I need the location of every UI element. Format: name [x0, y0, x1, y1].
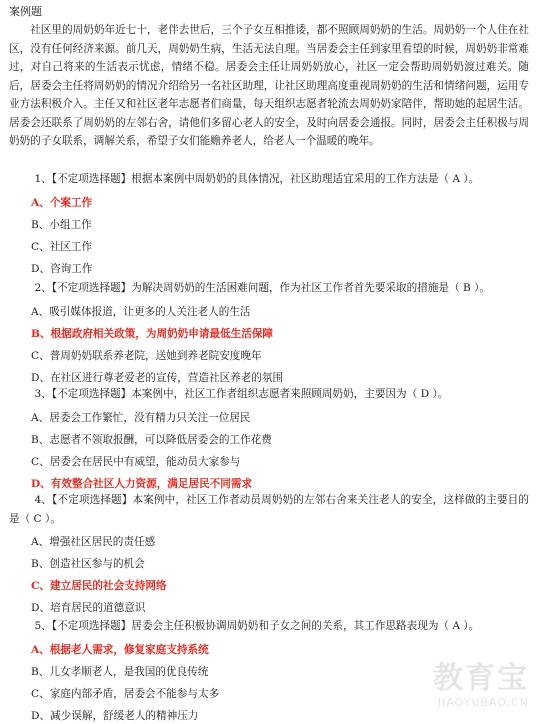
question-stem: 2、【不定项选择题】为解决周奶奶的生活困难问题，作为社区工作者首先要采取的措施是（ B ）。 [34, 282, 491, 294]
watermark-logo [399, 662, 529, 714]
option-a-correct: A、个案工作 [31, 196, 93, 209]
question-2 [9, 279, 529, 386]
section-heading: 案例题 [9, 5, 42, 18]
option-b-correct: B、根据政府相关政策，为周奶奶申请最低生活保障 [31, 327, 274, 340]
option-b: B、创造社区参与的机会 [31, 558, 145, 570]
question-3 [9, 385, 529, 492]
question-stem: 5、【不定项选择题】居委会主任积极协调周奶奶和子女之间的关系，其工作思路表现为（ A ）。 [34, 620, 480, 632]
option-c: C、居委会在居民中有威望，能动员大家参与 [31, 455, 241, 468]
option-b: B、儿女孝顺老人，是我国的优良传统 [31, 665, 209, 678]
option-d: D、培育居民的道德意识 [31, 602, 146, 614]
question-stem: 1、【不定项选择题】根据本案例中周奶奶的具体情况，社区助理适宜采用的工作方法是（ A ）。 [34, 173, 480, 185]
option-a: A、增强社区居民的责任感 [31, 536, 156, 548]
option-d: D、在社区进行尊老爱老的宣传，营造社区养老的氛围 [31, 371, 284, 384]
option-c: C、社区工作 [31, 240, 93, 253]
option-c: C、普周奶奶联系养老院，送她到养老院安度晚年 [31, 349, 262, 362]
watermark-en: JIAOYUBAO.CN [437, 696, 529, 709]
watermark-cn: 教育宝 [433, 661, 529, 696]
question-1 [9, 170, 529, 277]
option-c: C、家庭内部矛盾，居委会不能参与太多 [31, 687, 220, 700]
option-c-correct: C、建立居民的社会支持网络 [31, 580, 167, 592]
question-4 [9, 491, 529, 616]
option-d: D、减少误解，舒缓老人的精神压力 [31, 709, 199, 722]
option-a: A、居委会工作繁忙，没有精力只关注一位居民 [31, 411, 251, 424]
option-b: B、小组工作 [31, 218, 92, 231]
question-stem: 3、【不定项选择题】本案例中，社区工作者组织志愿者来照顾周奶奶，主要因为（ D ）。 [34, 388, 449, 400]
option-b: B、志愿者不领取报酬，可以降低居委会的工作花费 [31, 433, 272, 446]
case-description: 社区里的周奶奶年近七十，老伴去世后，三个子女互相推诿，都不照顾周奶奶的生活。周奶奶一个人住在社区，没有任何经济来源。前几天，周奶奶生病，生活无法自理。当居委会主任到家里看望的时候，周奶奶非常难过，对自己将来的生活表示忧虑，情绪不稳。居委会主任让周奶奶放心，社区一定会帮助周奶奶渡过难关。随后，居委会主任将周奶奶的情况介绍给另一名社区助理，让社区助理高度重视周奶奶的生活和情绪问题，运用专业方法积极介入。主任又和社区老年志愿者们商量，每天组织志愿者轮流去周奶奶家陪伴，帮助她的起居生活。居委会还联系了周奶奶的左邻右舍，请他们多留心老人的安全，及时向居委会通报。同时，居委会主任积极与周奶奶的子女联系，调解关系，希望子女们能赡养老人，给老人一个温暖的晚年。 [9, 24, 529, 147]
option-a: A、吸引媒体报道，让更多的人关注老人的生活 [31, 305, 251, 318]
question-stem: 4、【不定项选择题】本案例中，社区工作者动员周奶奶的左邻右舍来关注老人的安全，这样做的主要目的是（ C ）。 [9, 494, 529, 525]
option-d-correct: D、有效整合社区人力资源，满足居民不同需求 [31, 477, 253, 490]
option-a-correct: A、根据老人需求，修复家庭支持系统 [31, 643, 209, 656]
option-d: D、咨询工作 [31, 262, 93, 275]
